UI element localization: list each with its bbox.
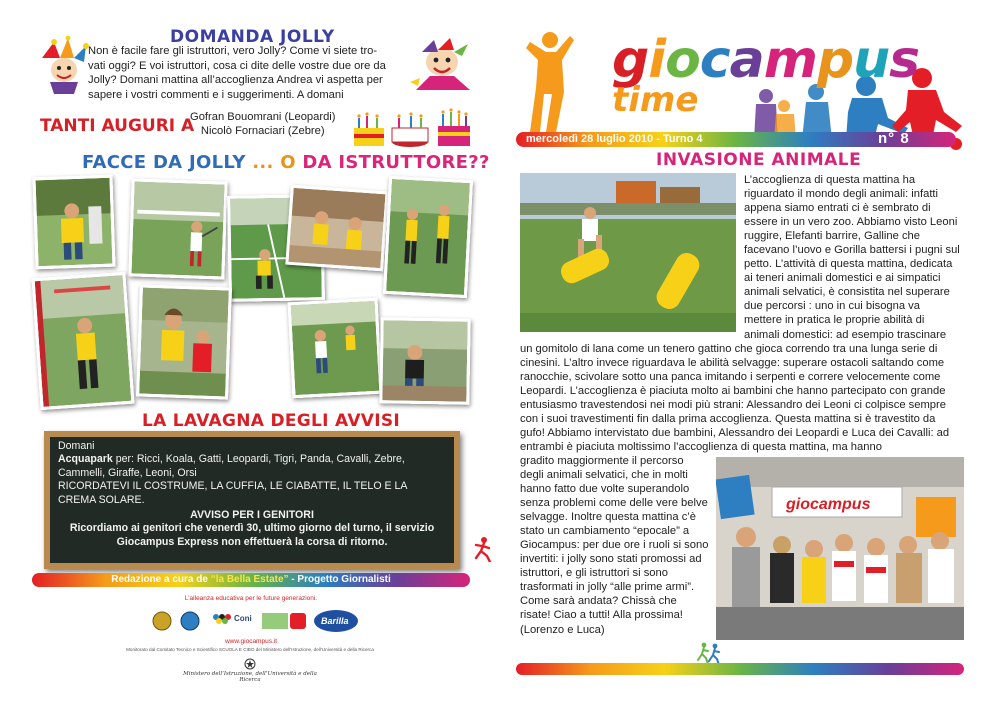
auguri-name: Nicolò Fornaciari (Zebre) — [200, 125, 325, 137]
alleanza-text: L’alleanza educativa per le future generazioni. — [184, 595, 318, 602]
jolly-line: Non è facile fare gli istruttori, vero Jolly? Come vi siete tro- — [88, 45, 378, 57]
photo — [288, 298, 383, 399]
barilla-logo-text: Barilla — [321, 616, 349, 626]
photo — [32, 175, 115, 270]
photo — [32, 272, 135, 410]
chalkboard — [44, 431, 460, 569]
sponsor-logos — [150, 607, 360, 635]
footnote: Monitorato dal Comitato Tecnico e Scientifico SCUOLA E CIBO del Ministero dell’Istruzione, dell’Università e della Ricerca — [126, 647, 374, 652]
brand-letter: p — [816, 30, 854, 90]
board-ricordatevi: RICORDATEVI IL COSTRUME, LA CUFFIA, LE CIABATTE, IL TELO E LA CREMA SOLARE. — [58, 480, 407, 506]
redazione-text — [32, 574, 470, 585]
facce-title-part: DA ISTRUTTORE?? — [302, 152, 490, 173]
jolly-text — [88, 44, 408, 102]
photo — [285, 185, 388, 272]
jester-icon — [34, 36, 90, 94]
jolly-line: Jolly? Domani mattina all’accoglienza Andrea vi aspetta per — [88, 74, 383, 86]
cake-icon — [348, 108, 474, 150]
redazione-highlight: “la Bella Estate” — [210, 574, 289, 585]
redazione-suffix: - Progetto Giornalisti — [288, 574, 391, 585]
article-photo — [520, 173, 736, 332]
jolly-title: DOMANDA JOLLY — [170, 27, 335, 47]
issue-number: n° 8 — [878, 130, 910, 147]
brand-letter: c — [699, 30, 730, 90]
jolly-line: sapere i vostri commenti e i suggerimenti. A domani — [88, 88, 344, 101]
jester-icon — [408, 38, 474, 94]
article-paragraph: L’accoglienza di questa mattina ha riguardato il mondo degli animali: infatti appena siamo entrati ci è sembrato di essere in un vero zoo. Abbiamo visto Leoni ruggire, Elefanti barrire, Galline che facevano l’uovo e Gorilla battersi i pugni sul petto. L’attività di questa mattina, dedicata ai teneri animali domestici e ai simpatici animali selvatici, è consistita nel superare due percorsi : uno in cui bisogna va mettere in pratica le proprie abilità di animali domestici: ad esempio trascinare un gomitolo di lana come un tenero gattino che gioca correndo tra una lunga serie di cinesini. L’altro invece riguardava le abilità selvagge: superare ostacoli saltando come ranocchie, scivolare sotto una panca imitando i serpenti e correre velocemente come Leopardi. L’accoglienza è piaciuta molto ai bambini che hanno partecipato con grande entusiasmo travestendosi nei modi più strani: Alessandro dei Leoni ci colpisce sempre con i suoi travestimenti fin dalla prima accoglienza. Questa mattina si è travestito da gufo! Abbiamo intervistato due bambini, Alessandro dei Leopardi e Luca dei Cavalli: ad entrambi è piaciuta moltissimo l’accoglienza di questa mattina, ma hanno — [520, 174, 960, 453]
lavagna-title: LA LAVAGNA DEGLI AVVISI — [142, 411, 401, 431]
brand-letter: u — [853, 30, 890, 90]
ministry-signature: Ministero dell’Istruzione, dell’Università e della Ricerca — [183, 671, 317, 683]
brand-time: time — [612, 80, 699, 120]
board-avviso-text: Ricordiamo ai genitori che venerdì 30, ultimo giorno del turno, il servizio Giocampus Express non effettuerà la corsa di ritorno. — [69, 522, 435, 548]
coni-logo-text: Coni — [234, 614, 252, 623]
redazione-prefix: Redazione a cura de — [111, 574, 211, 585]
brand-letter: i — [648, 30, 666, 90]
brand-letter: g — [612, 30, 649, 90]
photo — [383, 176, 473, 298]
board-avviso-title: AVVISO PER I GENITORI — [190, 509, 314, 522]
auguri-title: TANTI AUGURI A — [40, 116, 195, 136]
jolly-line: vati oggi? E voi istruttori, cosa ci dite delle vostre due ore da — [88, 59, 386, 72]
board-acquapark-text: per: Ricci, Koala, Gatti, Leopardi, Tigri, Panda, Cavalli, Zebre, Cammelli, Giraffe, Leoni, Orsi — [58, 453, 405, 479]
brand-letter: m — [763, 30, 817, 90]
article-title: INVASIONE ANIMALE — [656, 150, 862, 170]
article-body — [520, 173, 960, 642]
auguri-name: Gofran Bouomrani (Leopardi) — [190, 111, 336, 123]
brand-letter: s — [889, 30, 920, 90]
board-domani: Domani — [58, 440, 95, 452]
auguri-names — [190, 110, 336, 138]
emblem-icon — [244, 657, 256, 669]
facce-title-part: ... O — [245, 152, 303, 173]
photo — [379, 317, 470, 405]
issue-date: mercoledì 28 luglio 2010 - Turno 4 — [526, 133, 703, 145]
facce-title — [82, 152, 490, 173]
banner-text: giocampus — [786, 495, 871, 513]
board-acquapark-label: Acquapark — [58, 453, 113, 466]
brand-letter: o — [665, 30, 700, 90]
runner-icon — [472, 536, 494, 562]
bottom-bar — [516, 663, 964, 675]
brand-letter: a — [729, 30, 764, 90]
site-url: www.giocampus.it — [224, 638, 278, 645]
photo — [136, 284, 232, 399]
photo — [128, 178, 227, 279]
board-acquapark — [58, 453, 446, 480]
facce-title-part: FACCE DA JOLLY — [82, 152, 246, 173]
article-paragraph: gradito maggiormente il percorso degli animali selvatici, che in molti hanno fatto due volte superandolo senza problemi come delle vere belve selvagge. Inoltre questa mattina c’è stato un cambiamento “epocale” a Giocampus: per due ore i ruoli si sono invertiti: i jolly sono stati promossi ad istruttori, e gli istruttori si sono trasformati in jolly “alle prime armi”. Come sarà andata? Chissà che risate! Ciao a tutti! Alla prossima! (Lorenzo e Luca) — [520, 454, 709, 636]
right-page — [496, 0, 992, 701]
article-photo — [716, 457, 964, 640]
